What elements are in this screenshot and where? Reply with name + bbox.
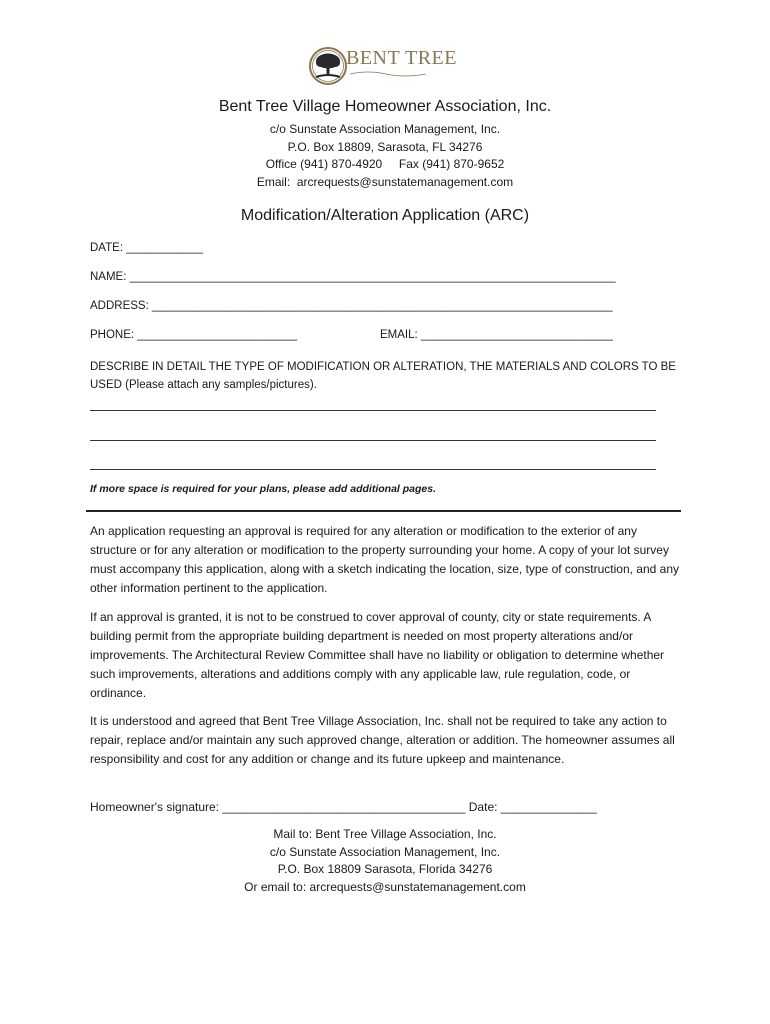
logo-brand-text: BENT TREE <box>346 47 457 69</box>
address-label: ADDRESS: <box>90 300 149 312</box>
name-field[interactable] <box>90 271 616 283</box>
association-address <box>0 121 770 191</box>
section-divider <box>86 510 681 512</box>
phone-label: PHONE: <box>90 329 135 341</box>
date-field[interactable] <box>90 242 203 254</box>
tree-icon <box>308 46 348 86</box>
signature-blank[interactable]: ______________________________________ <box>222 802 466 814</box>
mail-to-line: Mail to: Bent Tree Village Association, Inc. <box>273 827 497 841</box>
paragraph-homeowner-responsibility: It is understood and agreed that Bent Tree Village Association, Inc. shall not be required to take any action to repair, replace and/or maintain any such approved change, alteration or addition. The homeowner assumes all responsibility and cost for any addition or change and its future upkeep and maintenance. <box>90 714 675 766</box>
additional-pages-note: If more space is required for your plans, please add additional pages. <box>90 483 437 495</box>
signature-date-label: Date: <box>468 800 498 814</box>
email-blank[interactable]: ______________________________ <box>420 329 613 341</box>
phone-field[interactable] <box>90 329 297 341</box>
address-line: Email: arcrequests@sunstatemanagement.com <box>256 174 514 189</box>
name-blank[interactable]: ____________________________________________________________________________ <box>129 271 616 283</box>
name-label: NAME: <box>90 271 127 283</box>
paragraph-approval-disclaimer: If an approval is granted, it is not to be construed to cover approval of county, city or state requirements. A building permit from the appropriate building department is needed on most property alterations and/or improvements. The Architectural Review Committee shall have no liability or obligation to determine whether such improvements, alterations and additions comply with any applicable law, rule regulation, code, or ordinance. <box>90 610 665 700</box>
bent-tree-logo <box>308 44 464 88</box>
description-line[interactable] <box>90 469 656 470</box>
address-line: P.O. Box 18809, Sarasota, FL 34276 <box>287 139 483 154</box>
address-line: Office (941) 870-4920 Fax (941) 870-9652 <box>265 157 505 171</box>
paragraph-application-requirements: An application requesting an approval is required for any alteration or modification to the exterior of any structure or for any alteration or modification to the property surrounding your home. A copy of your lot survey must accompany this application, along with a sketch indicating the location, size, type of construction, and any other information pertinent to the application. <box>90 524 679 595</box>
description-line[interactable] <box>90 440 656 441</box>
email-label: EMAIL: <box>380 329 418 341</box>
date-label: DATE: <box>90 242 124 254</box>
phone-blank[interactable]: _________________________ <box>137 329 298 341</box>
association-title: Bent Tree Village Homeowner Association, Inc. <box>218 98 552 115</box>
signature-date-blank[interactable]: _______________ <box>500 802 597 814</box>
logo-flourish <box>348 69 428 79</box>
address-line: c/o Sunstate Association Management, Inc. <box>269 122 501 136</box>
describe-instructions: DESCRIBE IN DETAIL THE TYPE OF MODIFICATION OR ALTERATION, THE MATERIALS AND COLORS TO BE USED (Please attach any samples/pictures). <box>90 361 676 391</box>
mail-to-line: Or email to: arcrequests@sunstatemanagement.com <box>244 879 526 894</box>
signature-label: Homeowner's signature: <box>90 800 220 814</box>
signature-row[interactable] <box>90 800 597 814</box>
form-title: Modification/Alteration Application (ARC) <box>240 207 530 224</box>
mail-to-line: P.O. Box 18809 Sarasota, Florida 34276 <box>277 862 493 876</box>
address-blank[interactable]: ________________________________________________________________________ <box>152 300 613 312</box>
description-line[interactable] <box>90 410 656 411</box>
mail-to-block <box>0 826 770 896</box>
mail-to-line: c/o Sunstate Association Management, Inc. <box>269 844 501 859</box>
address-field[interactable] <box>90 300 613 312</box>
email-field[interactable] <box>380 329 613 341</box>
date-blank[interactable]: ____________ <box>126 242 203 254</box>
